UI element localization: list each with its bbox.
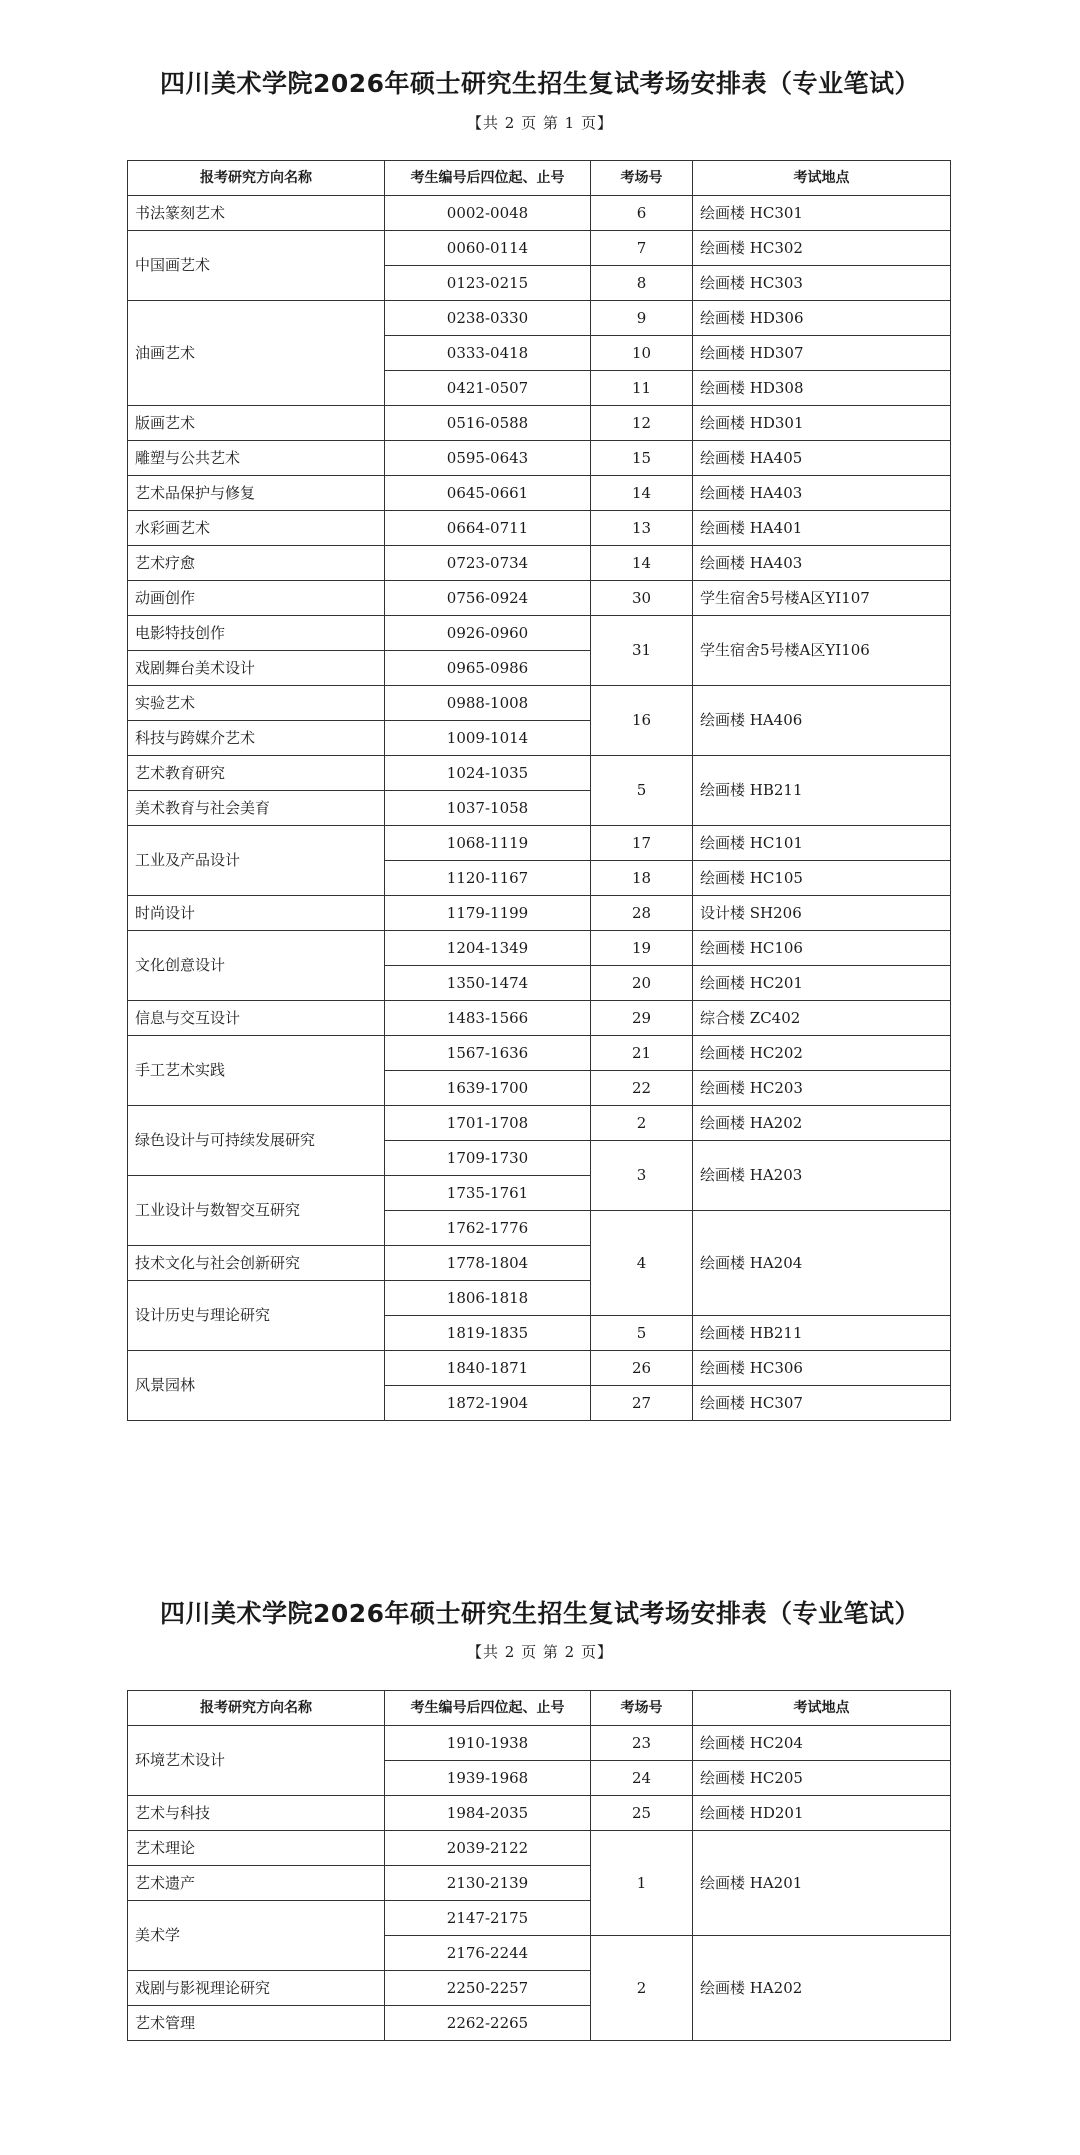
location-cell: 绘画楼 HC306	[693, 1351, 951, 1386]
location-cell: 绘画楼 HA405	[693, 441, 951, 476]
table-row	[128, 826, 951, 861]
room-cell: 25	[591, 1796, 693, 1831]
range-cell: 0756-0924	[385, 581, 591, 616]
range-cell: 1701-1708	[385, 1106, 591, 1141]
room-cell: 5	[591, 756, 693, 826]
location-cell: 绘画楼 HD201	[693, 1796, 951, 1831]
room-cell: 31	[591, 616, 693, 686]
room-cell: 21	[591, 1036, 693, 1071]
table-row	[128, 1831, 951, 1866]
range-cell: 0123-0215	[385, 266, 591, 301]
direction-cell: 艺术品保护与修复	[128, 476, 385, 511]
range-cell: 1819-1835	[385, 1316, 591, 1351]
range-cell: 0645-0661	[385, 476, 591, 511]
range-cell: 0002-0048	[385, 196, 591, 231]
range-cell: 1939-1968	[385, 1761, 591, 1796]
table-row	[128, 616, 951, 651]
location-cell: 绘画楼 HA202	[693, 1106, 951, 1141]
location-cell: 绘画楼 HC202	[693, 1036, 951, 1071]
range-cell: 2176-2244	[385, 1936, 591, 1971]
page-indicator: 【共 2 页 第 1 页】	[467, 114, 613, 132]
location-cell: 绘画楼 HC303	[693, 266, 951, 301]
location-cell: 绘画楼 HC203	[693, 1071, 951, 1106]
direction-cell: 环境艺术设计	[128, 1726, 385, 1796]
direction-cell: 油画艺术	[128, 301, 385, 406]
range-cell: 1762-1776	[385, 1211, 591, 1246]
range-cell: 0926-0960	[385, 616, 591, 651]
direction-cell: 艺术与科技	[128, 1796, 385, 1831]
location-cell: 绘画楼 HC201	[693, 966, 951, 1001]
direction-cell: 设计历史与理论研究	[128, 1281, 385, 1351]
location-cell: 绘画楼 HC302	[693, 231, 951, 266]
schedule-table	[127, 160, 951, 1421]
location-cell: 绘画楼 HA401	[693, 511, 951, 546]
range-cell: 0988-1008	[385, 686, 591, 721]
location-cell: 学生宿舍5号楼A区YI106	[693, 616, 951, 686]
table-row	[128, 1106, 951, 1141]
range-cell: 1204-1349	[385, 931, 591, 966]
direction-cell: 艺术疗愈	[128, 546, 385, 581]
location-cell: 绘画楼 HC307	[693, 1386, 951, 1421]
room-cell: 22	[591, 1071, 693, 1106]
room-cell: 28	[591, 896, 693, 931]
room-cell: 17	[591, 826, 693, 861]
range-cell: 1567-1636	[385, 1036, 591, 1071]
table-row	[128, 441, 951, 476]
range-cell: 2250-2257	[385, 1971, 591, 2006]
page-indicator: 【共 2 页 第 2 页】	[467, 1643, 613, 1661]
direction-cell: 美术学	[128, 1901, 385, 1971]
location-cell: 绘画楼 HB211	[693, 1316, 951, 1351]
location-cell: 绘画楼 HC204	[693, 1726, 951, 1761]
table-row	[128, 686, 951, 721]
range-cell: 1984-2035	[385, 1796, 591, 1831]
table-row	[128, 896, 951, 931]
direction-cell: 戏剧与影视理论研究	[128, 1971, 385, 2006]
table-header-row	[128, 161, 951, 196]
range-cell: 2130-2139	[385, 1866, 591, 1901]
location-cell: 绘画楼 HA201	[693, 1831, 951, 1936]
range-cell: 1179-1199	[385, 896, 591, 931]
table-row	[128, 301, 951, 336]
table-row	[128, 1726, 951, 1761]
range-cell: 1806-1818	[385, 1281, 591, 1316]
table-header-row	[128, 1691, 951, 1726]
header-location: 考试地点	[693, 1691, 951, 1726]
direction-cell: 艺术管理	[128, 2006, 385, 2041]
direction-cell: 水彩画艺术	[128, 511, 385, 546]
location-cell: 设计楼 SH206	[693, 896, 951, 931]
room-cell: 15	[591, 441, 693, 476]
room-cell: 9	[591, 301, 693, 336]
table-row	[128, 511, 951, 546]
table-row	[128, 196, 951, 231]
room-cell: 20	[591, 966, 693, 1001]
location-cell: 绘画楼 HC105	[693, 861, 951, 896]
table-row	[128, 756, 951, 791]
range-cell: 0595-0643	[385, 441, 591, 476]
room-cell: 4	[591, 1211, 693, 1316]
range-cell: 1024-1035	[385, 756, 591, 791]
direction-cell: 版画艺术	[128, 406, 385, 441]
room-cell: 11	[591, 371, 693, 406]
location-cell: 绘画楼 HD306	[693, 301, 951, 336]
room-cell: 18	[591, 861, 693, 896]
header-number-range: 考生编号后四位起、止号	[385, 161, 591, 196]
location-cell: 绘画楼 HC205	[693, 1761, 951, 1796]
direction-cell: 艺术教育研究	[128, 756, 385, 791]
direction-cell: 艺术理论	[128, 1831, 385, 1866]
range-cell: 1778-1804	[385, 1246, 591, 1281]
table-row	[128, 476, 951, 511]
page-title: 四川美术学院2026年硕士研究生招生复试考场安排表（专业笔试）	[159, 69, 921, 98]
location-cell: 绘画楼 HC301	[693, 196, 951, 231]
room-cell: 23	[591, 1726, 693, 1761]
room-cell: 2	[591, 1936, 693, 2041]
range-cell: 1009-1014	[385, 721, 591, 756]
direction-cell: 工业及产品设计	[128, 826, 385, 896]
header-room: 考场号	[591, 161, 693, 196]
range-cell: 1872-1904	[385, 1386, 591, 1421]
schedule-table	[127, 1690, 951, 2041]
direction-cell: 风景园林	[128, 1351, 385, 1421]
header-number-range: 考生编号后四位起、止号	[385, 1691, 591, 1726]
direction-cell: 绿色设计与可持续发展研究	[128, 1106, 385, 1176]
direction-cell: 信息与交互设计	[128, 1001, 385, 1036]
direction-cell: 文化创意设计	[128, 931, 385, 1001]
direction-cell: 电影特技创作	[128, 616, 385, 651]
room-cell: 1	[591, 1831, 693, 1936]
page-title: 四川美术学院2026年硕士研究生招生复试考场安排表（专业笔试）	[159, 1599, 921, 1628]
range-cell: 0516-0588	[385, 406, 591, 441]
room-cell: 7	[591, 231, 693, 266]
room-cell: 12	[591, 406, 693, 441]
header-direction: 报考研究方向名称	[128, 1691, 385, 1726]
direction-cell: 实验艺术	[128, 686, 385, 721]
location-cell: 绘画楼 HA403	[693, 546, 951, 581]
range-cell: 1068-1119	[385, 826, 591, 861]
direction-cell: 时尚设计	[128, 896, 385, 931]
range-cell: 1037-1058	[385, 791, 591, 826]
range-cell: 0664-0711	[385, 511, 591, 546]
room-cell: 24	[591, 1761, 693, 1796]
room-cell: 8	[591, 266, 693, 301]
range-cell: 1910-1938	[385, 1726, 591, 1761]
range-cell: 1709-1730	[385, 1141, 591, 1176]
room-cell: 16	[591, 686, 693, 756]
table-row	[128, 581, 951, 616]
range-cell: 0421-0507	[385, 371, 591, 406]
table-row	[128, 931, 951, 966]
header-location: 考试地点	[693, 161, 951, 196]
room-cell: 14	[591, 476, 693, 511]
direction-cell: 美术教育与社会美育	[128, 791, 385, 826]
location-cell: 绘画楼 HD308	[693, 371, 951, 406]
direction-cell: 动画创作	[128, 581, 385, 616]
direction-cell: 艺术遗产	[128, 1866, 385, 1901]
table-row	[128, 1036, 951, 1071]
table-row	[128, 1796, 951, 1831]
room-cell: 2	[591, 1106, 693, 1141]
table-row	[128, 1001, 951, 1036]
room-cell: 5	[591, 1316, 693, 1351]
location-cell: 学生宿舍5号楼A区YI107	[693, 581, 951, 616]
room-cell: 26	[591, 1351, 693, 1386]
direction-cell: 手工艺术实践	[128, 1036, 385, 1106]
direction-cell: 工业设计与数智交互研究	[128, 1176, 385, 1246]
direction-cell: 戏剧舞台美术设计	[128, 651, 385, 686]
range-cell: 2039-2122	[385, 1831, 591, 1866]
location-cell: 绘画楼 HC101	[693, 826, 951, 861]
range-cell: 1350-1474	[385, 966, 591, 1001]
room-cell: 29	[591, 1001, 693, 1036]
range-cell: 1483-1566	[385, 1001, 591, 1036]
range-cell: 0060-0114	[385, 231, 591, 266]
table-row	[128, 406, 951, 441]
direction-cell: 科技与跨媒介艺术	[128, 721, 385, 756]
direction-cell: 技术文化与社会创新研究	[128, 1246, 385, 1281]
table-row	[128, 1351, 951, 1386]
range-cell: 2147-2175	[385, 1901, 591, 1936]
room-cell: 19	[591, 931, 693, 966]
room-cell: 10	[591, 336, 693, 371]
room-cell: 14	[591, 546, 693, 581]
room-cell: 27	[591, 1386, 693, 1421]
header-room: 考场号	[591, 1691, 693, 1726]
location-cell: 绘画楼 HA202	[693, 1936, 951, 2041]
room-cell: 13	[591, 511, 693, 546]
location-cell: 绘画楼 HA406	[693, 686, 951, 756]
range-cell: 1735-1761	[385, 1176, 591, 1211]
location-cell: 绘画楼 HA403	[693, 476, 951, 511]
location-cell: 绘画楼 HA204	[693, 1211, 951, 1316]
location-cell: 绘画楼 HC106	[693, 931, 951, 966]
direction-cell: 雕塑与公共艺术	[128, 441, 385, 476]
range-cell: 0723-0734	[385, 546, 591, 581]
header-direction: 报考研究方向名称	[128, 161, 385, 196]
range-cell: 0965-0986	[385, 651, 591, 686]
range-cell: 0333-0418	[385, 336, 591, 371]
room-cell: 6	[591, 196, 693, 231]
location-cell: 综合楼 ZC402	[693, 1001, 951, 1036]
range-cell: 0238-0330	[385, 301, 591, 336]
direction-cell: 中国画艺术	[128, 231, 385, 301]
table-row	[128, 546, 951, 581]
table-row	[128, 231, 951, 266]
location-cell: 绘画楼 HA203	[693, 1141, 951, 1211]
location-cell: 绘画楼 HD307	[693, 336, 951, 371]
room-cell: 3	[591, 1141, 693, 1211]
location-cell: 绘画楼 HD301	[693, 406, 951, 441]
direction-cell: 书法篆刻艺术	[128, 196, 385, 231]
range-cell: 1120-1167	[385, 861, 591, 896]
range-cell: 2262-2265	[385, 2006, 591, 2041]
range-cell: 1639-1700	[385, 1071, 591, 1106]
location-cell: 绘画楼 HB211	[693, 756, 951, 826]
room-cell: 30	[591, 581, 693, 616]
range-cell: 1840-1871	[385, 1351, 591, 1386]
